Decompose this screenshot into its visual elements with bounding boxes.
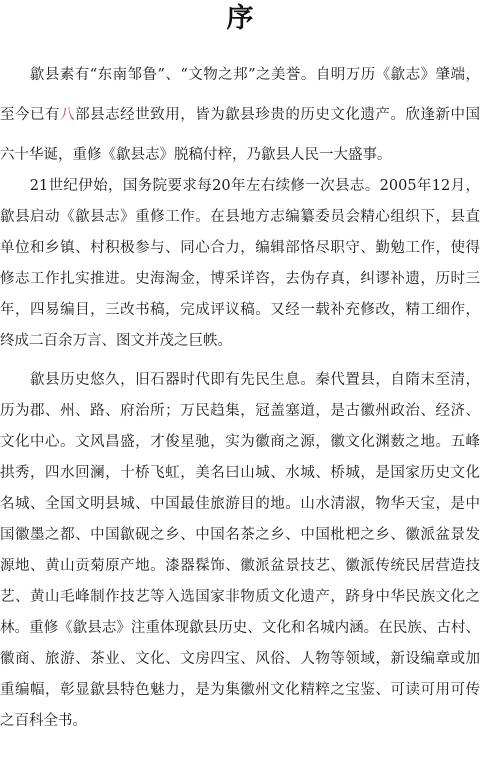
text-line: 徽商、旅游、茶业、文化、文房四宝、风俗、人物等领域，新设编章或加	[0, 651, 480, 667]
text-line: 源地、黄山贡菊原产地。漆器髹饰、徽派盆景技艺、徽派传统民居营造技	[0, 558, 480, 574]
text-line: 之百科全书。	[0, 713, 87, 729]
text-line	[0, 100, 480, 130]
text-line: 21世纪伊始，国务院要求每20年左右续修一次县志。2005年12月，	[0, 178, 480, 194]
text-line: 林。重修《歙县志》注重体现歙县历史、文化和名城内涵。在民族、古村、	[0, 620, 480, 636]
text-line: 六十华诞，重修《歙县志》脱稿付梓，乃歙县人民一大盛事。	[0, 147, 392, 163]
text-line: 重编幅，彰显歙县特色魅力，是为集徽州文化精粹之宝鉴、可读可用可传	[0, 682, 480, 698]
text-line: 歙县素有“东南邹鲁”、“文物之邦”之美誉。自明万历《歙志》肇端，	[0, 67, 480, 83]
page-title: 序	[226, 3, 254, 34]
text-line: 歙县启动《歙县志》重修工作。在县地方志编纂委员会精心组织下，县直	[0, 209, 480, 225]
text-line: 单位和乡镇、村积极参与、同心合力，编辑部恪尽职守、勤勉工作，使得	[0, 240, 480, 256]
text-line: 名城、全国文明县城、中国最佳旅游目的地。山水清淑，物华天宝，是中	[0, 496, 480, 512]
text-line: 终成二百余万言、图文并茂之巨帙。	[0, 333, 232, 349]
text-line: 国徽墨之都、中国歙砚之乡、中国名茶之乡、中国枇杷之乡、徽派盆景发	[0, 527, 480, 543]
text-line: 修志工作扎实推进。史海淘金，博采详咨，去伪存真，纠谬补遗，历时三	[0, 271, 480, 287]
text-segment: 至今已有	[0, 107, 61, 123]
text-line: 文化中心。文风昌盛，才俊星驰，实为徽商之源，徽文化渊薮之地。五峰	[0, 434, 480, 450]
text-line: 拱秀，四水回澜，十桥飞虹，美名曰山城、水城、桥城，是国家历史文化	[0, 465, 480, 481]
text-line: 歙县历史悠久，旧石器时代即有先民生息。秦代置县，自隋末至清，	[0, 372, 480, 388]
text-line: 艺、黄山毛峰制作技艺等入选国家非物质文化遗产，跻身中华民族文化之	[0, 589, 480, 605]
highlighted-numeral: 八	[60, 107, 76, 123]
text-line: 年，四易编目，三改书稿，完成评议稿。又经一载补充修改，精工细作，	[0, 302, 480, 318]
text-segment: 部县志经世致用，皆为歙县珍贵的历史文化遗产。欣逢新中国	[75, 107, 480, 123]
text-line: 历为郡、州、路、府治所；万民趋集，冠盖塞道，是古徽州政治、经济、	[0, 403, 480, 419]
